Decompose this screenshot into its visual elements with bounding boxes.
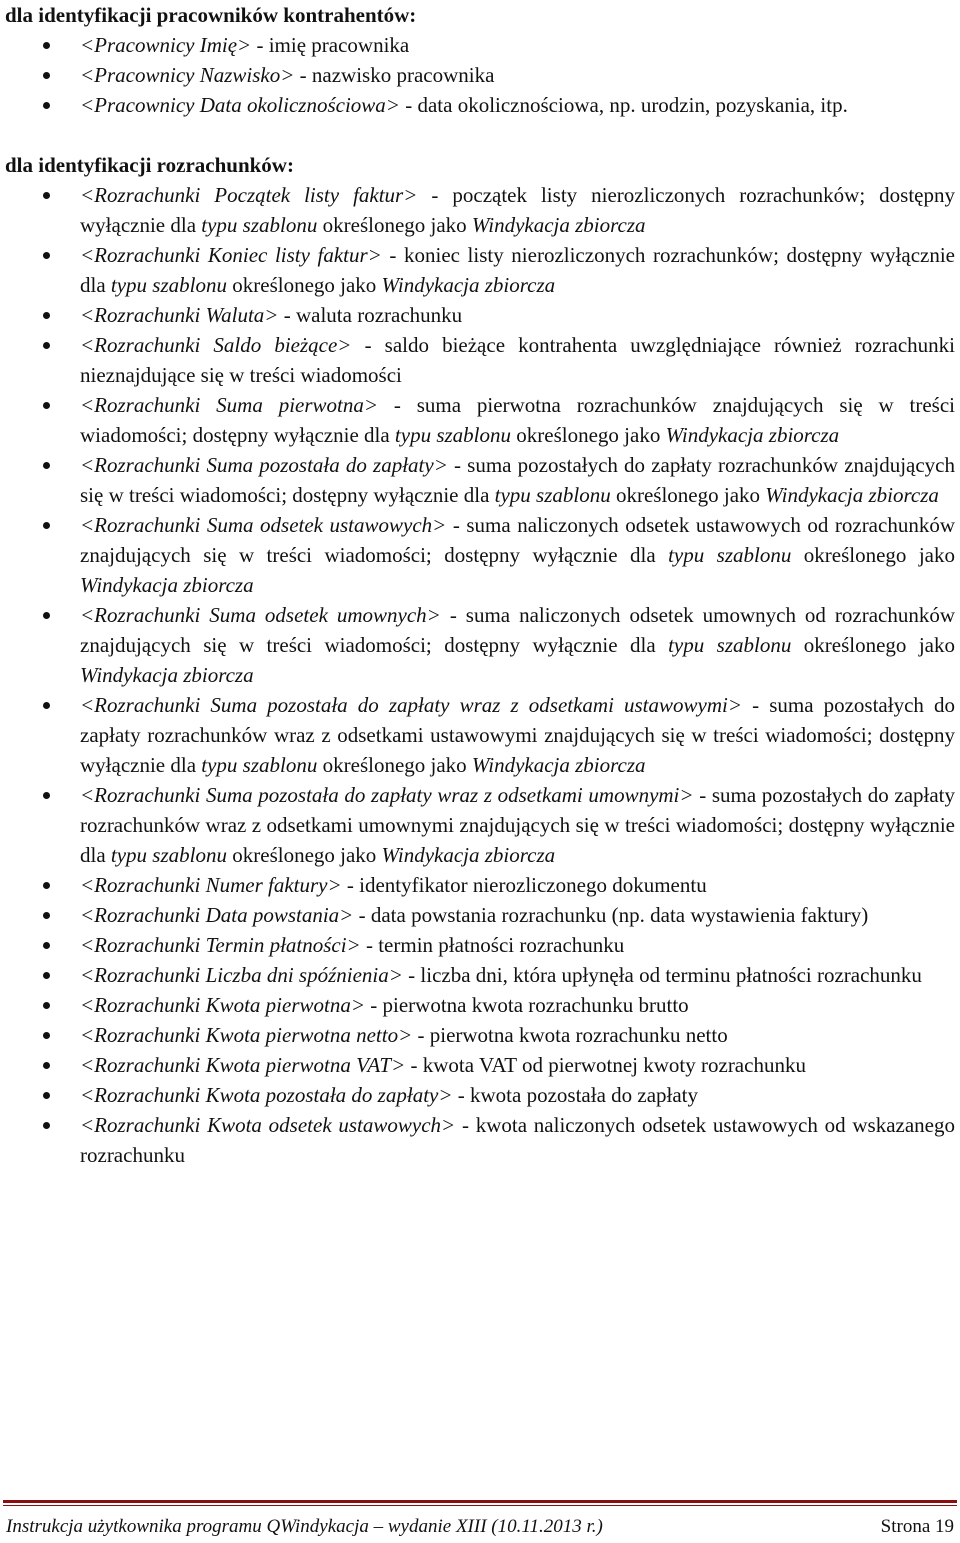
item-desc: - saldo bieżące kontrahenta uwzględniające również rozrachunki nieznajdujące się w treści wiadomości xyxy=(80,333,955,387)
list-item xyxy=(5,450,955,510)
item-type: typu szablonu xyxy=(110,273,227,297)
item-desc: - kwota VAT od pierwotnej kwoty rozrachunku xyxy=(405,1053,806,1077)
bullet-icon xyxy=(43,972,50,979)
item-desc: - suma naliczonych odsetek ustawowych od rozrachunków znajdujących się w treści wiadomości; dostępny wyłącznie dla xyxy=(80,513,955,567)
item-field: <Rozrachunki Kwota pierwotna> xyxy=(80,993,366,1017)
bullet-icon xyxy=(43,42,50,49)
bullet-icon xyxy=(43,702,50,709)
item-type: typu szablonu xyxy=(201,753,318,777)
list-item xyxy=(5,180,955,240)
item-field: <Rozrachunki Kwota odsetek ustawowych> xyxy=(80,1113,456,1137)
item-field: <Rozrachunki Numer faktury> xyxy=(80,873,342,897)
list-item xyxy=(5,330,955,390)
list-item xyxy=(5,900,955,930)
bullet-icon xyxy=(43,462,50,469)
bullet-icon xyxy=(43,192,50,199)
list-item xyxy=(5,300,955,330)
list-item xyxy=(5,1050,955,1080)
bullet-icon xyxy=(43,1122,50,1129)
list-item xyxy=(5,390,955,450)
list-item xyxy=(5,600,955,690)
list-item xyxy=(5,240,955,300)
item-field: <Rozrachunki Suma pozostała do zapłaty wraz z odsetkami umownymi> xyxy=(80,783,694,807)
item-type: typu szablonu xyxy=(668,543,792,567)
list-item xyxy=(5,990,955,1020)
section-heading: dla identyfikacji pracowników kontrahentów: xyxy=(5,3,417,27)
item-template: Windykacja zbiorcza xyxy=(471,753,646,777)
item-desc2: określonego jako xyxy=(791,633,955,657)
item-desc: - początek listy nierozliczonych rozrachunków; dostępny wyłącznie dla xyxy=(80,183,955,237)
item-desc: - liczba dni, która upłynęła od terminu płatności rozrachunku xyxy=(402,963,922,987)
item-desc: - kwota naliczonych odsetek ustawowych od wskazanego rozrachunku xyxy=(80,1113,955,1167)
item-desc: - waluta rozrachunku xyxy=(278,303,463,327)
item-field: <Rozrachunki Początek listy faktur> xyxy=(80,183,418,207)
footer-row xyxy=(0,1516,960,1538)
footer-rule-thin xyxy=(3,1505,957,1506)
item-template: Windykacja zbiorcza xyxy=(381,843,556,867)
item-desc: - suma pozostałych do zapłaty rozrachunków znajdujących się w treści wiadomości; dostępny wyłącznie dla xyxy=(80,453,955,507)
section-rozrachunki xyxy=(5,150,955,1170)
item-type: typu szablonu xyxy=(201,213,318,237)
item-field: <Rozrachunki Liczba dni spóźnienia> xyxy=(80,963,403,987)
bullet-icon xyxy=(43,522,50,529)
bullet-icon xyxy=(43,942,50,949)
bullet-icon xyxy=(43,342,50,349)
item-desc: - kwota pozostała do zapłaty xyxy=(452,1083,699,1107)
item-desc: - nazwisko pracownika xyxy=(294,63,495,87)
item-field: <Rozrachunki Saldo bieżące> xyxy=(80,333,352,357)
list-item xyxy=(5,30,955,60)
item-type: typu szablonu xyxy=(110,843,227,867)
item-template: Windykacja zbiorcza xyxy=(80,573,254,597)
item-template: Windykacja zbiorcza xyxy=(665,423,840,447)
page-number: Strona 19 xyxy=(880,1516,954,1537)
item-type: typu szablonu xyxy=(494,483,611,507)
list-item xyxy=(5,1020,955,1050)
item-desc: - data powstania rozrachunku (np. data wystawienia faktury) xyxy=(353,903,869,927)
item-desc: - suma pozostałych do zapłaty rozrachunków wraz z odsetkami ustawowymi znajdujących się w treści wiadomości; dostępny wyłącznie dla xyxy=(80,693,955,777)
item-template: Windykacja zbiorcza xyxy=(80,663,254,687)
item-desc2: określonego jako xyxy=(610,483,766,507)
bullet-icon xyxy=(43,252,50,259)
bullet-icon xyxy=(43,402,50,409)
section-heading: dla identyfikacji rozrachunków: xyxy=(5,153,294,177)
item-desc2: określonego jako xyxy=(227,843,382,867)
item-field: <Rozrachunki Suma odsetek umownych> xyxy=(80,603,441,627)
bullet-icon xyxy=(43,1062,50,1069)
item-desc2: określonego jako xyxy=(791,543,955,567)
item-field: <Pracownicy Nazwisko> xyxy=(80,63,295,87)
item-desc2: określonego jako xyxy=(317,753,472,777)
item-field: <Rozrachunki Suma pozostała do zapłaty> xyxy=(80,453,448,477)
item-field: <Rozrachunki Suma odsetek ustawowych> xyxy=(80,513,447,537)
item-field: <Rozrachunki Kwota pierwotna netto> xyxy=(80,1023,413,1047)
item-desc: - identyfikator nierozliczonego dokumentu xyxy=(341,873,707,897)
item-desc: - data okolicznościowa, np. urodzin, pozyskania, itp. xyxy=(399,93,848,117)
item-desc: - termin płatności rozrachunku xyxy=(360,933,625,957)
item-field: <Rozrachunki Data powstania> xyxy=(80,903,354,927)
item-desc: - pierwotna kwota rozrachunku netto xyxy=(412,1023,728,1047)
item-desc: - suma pierwotna rozrachunków znajdujących się w treści wiadomości; dostępny wyłącznie dla xyxy=(80,393,955,447)
item-field: <Rozrachunki Kwota pierwotna VAT> xyxy=(80,1053,406,1077)
item-field: <Rozrachunki Kwota pozostała do zapłaty> xyxy=(80,1083,453,1107)
bullet-icon xyxy=(43,882,50,889)
page-footer xyxy=(0,1500,960,1538)
list-item xyxy=(5,1110,955,1170)
bullet-list xyxy=(5,180,955,1170)
item-desc: - suma pozostałych do zapłaty rozrachunków wraz z odsetkami umownymi znajdujących się w treści wiadomości; dostępny wyłącznie dla xyxy=(80,783,956,867)
list-item xyxy=(5,1080,955,1110)
bullet-icon xyxy=(43,1092,50,1099)
item-desc: - suma naliczonych odsetek umownych od rozrachunków znajdujących się w treści wiadomości; dostępny wyłącznie dla xyxy=(80,603,955,657)
item-template: Windykacja zbiorcza xyxy=(381,273,556,297)
list-item xyxy=(5,60,955,90)
item-field: <Rozrachunki Suma pierwotna> xyxy=(80,393,379,417)
item-field: <Rozrachunki Suma pozostała do zapłaty wraz z odsetkami ustawowymi> xyxy=(80,693,743,717)
list-item xyxy=(5,690,955,780)
list-item xyxy=(5,90,955,120)
item-template: Windykacja zbiorcza xyxy=(765,483,939,507)
section-pracownicy xyxy=(5,0,955,120)
list-item xyxy=(5,510,955,600)
bullet-icon xyxy=(43,1032,50,1039)
item-field: <Pracownicy Data okolicznościowa> xyxy=(80,93,400,117)
list-item xyxy=(5,930,955,960)
bullet-icon xyxy=(43,72,50,79)
item-template: Windykacja zbiorcza xyxy=(471,213,646,237)
footer-rule xyxy=(3,1500,957,1503)
item-field: <Rozrachunki Waluta> xyxy=(80,303,279,327)
bullet-icon xyxy=(43,102,50,109)
item-desc: - koniec listy nierozliczonych rozrachunków; dostępny wyłącznie dla xyxy=(80,243,956,297)
item-desc: - pierwotna kwota rozrachunku brutto xyxy=(365,993,689,1017)
item-field: <Rozrachunki Koniec listy faktur> xyxy=(80,243,382,267)
list-item xyxy=(5,960,955,990)
item-desc2: określonego jako xyxy=(511,423,666,447)
footer-title: Instrukcja użytkownika programu QWindykacja – wydanie XIII (10.11.2013 r.) xyxy=(6,1516,603,1537)
content xyxy=(5,0,955,1200)
list-item xyxy=(5,870,955,900)
item-desc: - imię pracownika xyxy=(251,33,410,57)
item-type: typu szablonu xyxy=(668,633,792,657)
item-type: typu szablonu xyxy=(394,423,512,447)
item-desc2: określonego jako xyxy=(227,273,382,297)
bullet-list xyxy=(5,30,955,120)
bullet-icon xyxy=(43,912,50,919)
bullet-icon xyxy=(43,1002,50,1009)
bullet-icon xyxy=(43,612,50,619)
bullet-icon xyxy=(43,312,50,319)
bullet-icon xyxy=(43,792,50,799)
item-desc2: określonego jako xyxy=(317,213,472,237)
list-item xyxy=(5,780,955,870)
item-field: <Pracownicy Imię> xyxy=(80,33,252,57)
item-field: <Rozrachunki Termin płatności> xyxy=(80,933,361,957)
